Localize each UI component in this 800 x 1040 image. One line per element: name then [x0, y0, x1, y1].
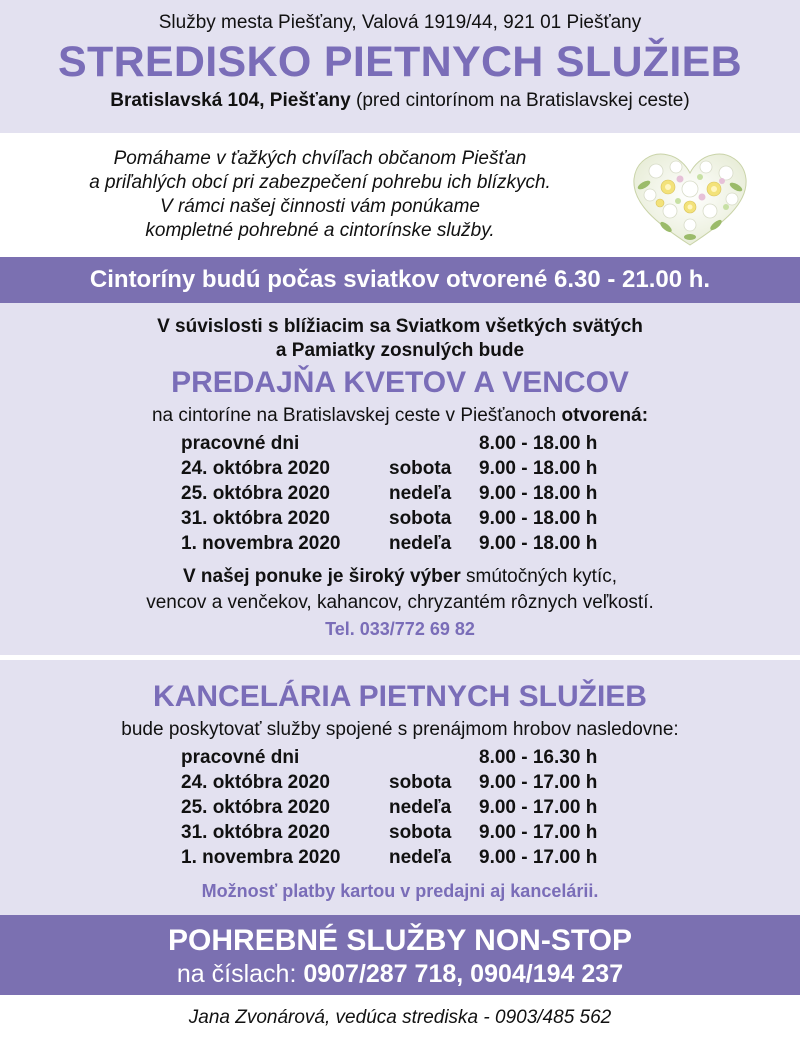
hours-day: nedeľa	[389, 482, 452, 504]
shop-hours-table	[181, 431, 639, 556]
table-row	[181, 745, 639, 770]
hours-time: 9.00 - 17.00 h	[479, 821, 598, 843]
hours-time: 9.00 - 18.00 h	[479, 457, 598, 479]
hours-date: pracovné dni	[181, 746, 300, 768]
hours-time: 9.00 - 18.00 h	[479, 532, 598, 554]
hours-time: 9.00 - 17.00 h	[479, 846, 598, 868]
hours-day: sobota	[389, 457, 452, 479]
nonstop-title: POHREBNÉ SLUŽBY NON-STOP	[168, 924, 632, 957]
address-line	[0, 88, 800, 114]
intro-section	[0, 133, 800, 257]
organization-line: Služby mesta Piešťany, Valová 1919/44, 921 01 Piešťany	[158, 12, 642, 33]
office-hours-table	[181, 745, 639, 870]
table-row	[181, 456, 639, 481]
footer-contact: Jana Zvonárová, vedúca strediska - 0903/485 562	[0, 995, 800, 1040]
intro-line: Pomáhame v ťažkých chvíľach občanom Piešťan	[113, 148, 527, 169]
nonstop-phones	[0, 959, 800, 989]
hours-day: sobota	[389, 507, 452, 529]
hours-date: 31. októbra 2020	[181, 821, 330, 843]
office-subtitle: bude poskytovať služby spojené s prenájmom hrobov nasledovne:	[121, 719, 679, 740]
intro-text	[10, 147, 630, 243]
hours-day	[389, 431, 479, 456]
hours-date: 31. októbra 2020	[181, 507, 330, 529]
hours-day: nedeľa	[389, 796, 452, 818]
nonstop-numbers: 0907/287 718, 0904/194 237	[303, 960, 624, 988]
cemetery-hours-banner: Cintoríny budú počas sviatkov otvorené 6.30 - 21.00 h.	[0, 257, 800, 303]
shop-offer	[0, 564, 800, 616]
hours-day: nedeľa	[389, 532, 452, 554]
table-row	[181, 531, 639, 556]
flower-heart-wreath-image	[626, 145, 754, 249]
table-row	[181, 481, 639, 506]
table-row	[181, 431, 639, 456]
office-section	[0, 660, 800, 915]
shop-intro-line: a Pamiatky zosnulých bude	[275, 340, 525, 361]
shop-intro-line: V súvislosti s blížiacim sa Sviatkom všetkých svätých	[157, 316, 643, 337]
header	[0, 0, 800, 133]
intro-line: kompletné pohrebné a cintorínske služby.	[145, 220, 495, 241]
hours-time: 9.00 - 18.00 h	[479, 507, 598, 529]
offer-rest: smútočných kytíc,	[460, 566, 618, 587]
nonstop-services-band	[0, 915, 800, 995]
shop-phone: Tel. 033/772 69 82	[325, 619, 475, 639]
hours-time: 9.00 - 17.00 h	[479, 771, 598, 793]
hours-date: 25. októbra 2020	[181, 796, 330, 818]
hours-time: 9.00 - 18.00 h	[479, 482, 598, 504]
intro-line: V rámci našej činnosti vám ponúkame	[160, 196, 480, 217]
hours-time: 9.00 - 17.00 h	[479, 796, 598, 818]
shop-subtitle-text: na cintoríne na Bratislavskej ceste v Piešťanoch	[151, 405, 562, 426]
shop-subtitle-open: otvorená:	[561, 405, 649, 426]
table-row	[181, 770, 639, 795]
table-row	[181, 845, 639, 870]
address-note: (pred cintorínom na Bratislavskej ceste)	[350, 90, 690, 111]
offer-line: vencov a venčekov, kahancov, chryzantém rôznych veľkostí.	[146, 592, 654, 613]
hours-date: 25. októbra 2020	[181, 482, 330, 504]
hours-date: 1. novembra 2020	[181, 532, 341, 554]
address-bold: Bratislavská 104, Piešťany	[110, 90, 351, 111]
hours-date: 24. októbra 2020	[181, 457, 330, 479]
table-row	[181, 820, 639, 845]
page-title: STREDISKO PIETNYCH SLUŽIEB	[58, 38, 742, 86]
hours-date: 1. novembra 2020	[181, 846, 341, 868]
nonstop-prefix: na číslach:	[176, 960, 304, 988]
hours-date: 24. októbra 2020	[181, 771, 330, 793]
shop-subtitle	[0, 403, 800, 429]
hours-day	[389, 745, 479, 770]
office-title: KANCELÁRIA PIETNYCH SLUŽIEB	[153, 680, 647, 713]
hours-time: 8.00 - 16.30 h	[479, 746, 598, 768]
hours-day: nedeľa	[389, 846, 452, 868]
hours-day: sobota	[389, 821, 452, 843]
flower-shop-section	[0, 303, 800, 655]
hours-date: pracovné dni	[181, 432, 300, 454]
card-payment-note: Možnosť platby kartou v predajni aj kancelárii.	[201, 881, 599, 901]
offer-line	[0, 564, 800, 590]
hours-day: sobota	[389, 771, 452, 793]
offer-bold: V našej ponuke je široký výber	[182, 566, 461, 587]
intro-line: a priľahlých obcí pri zabezpečení pohrebu ich blízkych.	[89, 172, 551, 193]
table-row	[181, 506, 639, 531]
hours-time: 8.00 - 18.00 h	[479, 432, 598, 454]
shop-title: PREDAJŇA KVETOV A VENCOV	[171, 366, 629, 399]
table-row	[181, 795, 639, 820]
